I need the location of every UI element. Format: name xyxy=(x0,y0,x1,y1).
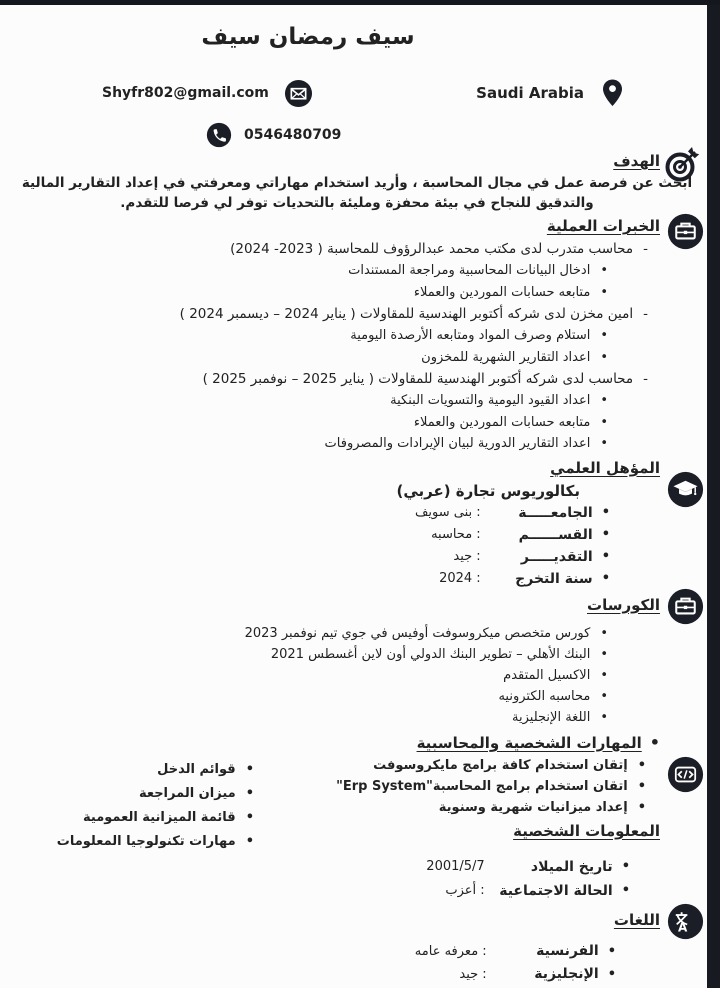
job-role: - محاسب متدرب لدى مكتب محمد عبدالرؤوف للمحاسبة ( 2023- 2024) xyxy=(14,238,648,260)
skills-title: المهارات الشخصية والمحاسبية xyxy=(416,733,642,752)
language-value: : جيد xyxy=(459,966,487,982)
section-languages xyxy=(14,909,706,986)
course-item: • اللغة الإنجليزية xyxy=(14,707,608,728)
code-icon xyxy=(667,756,704,793)
education-label: • الجامعـــــة xyxy=(518,504,593,521)
job-role: - محاسب لدى شركه أكتوبر الهندسية للمقاولات ( يناير 2025 – نوفمبر 2025 ) xyxy=(14,368,648,390)
section-objective xyxy=(14,150,706,213)
skill-item: • مهارات تكنولوجيا المعلومات xyxy=(4,830,254,854)
scan-top-edge xyxy=(0,0,720,5)
language-label: • الإنجليزية xyxy=(534,965,599,982)
skill-item: • اتقان استخدام برامج المحاسبة"Erp System" xyxy=(14,776,646,797)
education-value: : بنى سويف xyxy=(414,504,481,520)
course-item: • الاكسيل المتقدم xyxy=(14,665,608,686)
scan-right-edge xyxy=(707,0,720,988)
personal-label: • الحالة الاجتماعية xyxy=(499,882,613,899)
skill-item: • قائمة الميزانية العمومية xyxy=(4,806,254,830)
section-personal-info xyxy=(14,820,706,903)
candidate-name: سيف رمضان سيف xyxy=(201,24,415,50)
svg-text:A: A xyxy=(678,920,688,935)
language-row xyxy=(14,963,616,986)
skill-item: • ميزان المراجعة xyxy=(4,782,254,806)
education-value: : محاسبه xyxy=(431,526,481,542)
job-duty: • اعداد القيود اليومية والتسويات البنكية xyxy=(14,390,608,412)
education-label: • سنة التخرج xyxy=(515,570,593,587)
skill-item: • إعداد ميزانيات شهرية وسنوية xyxy=(14,797,646,818)
job-duty: • متابعه حسابات الموردين والعملاء xyxy=(14,412,608,434)
translate-icon xyxy=(667,903,704,940)
personal-info-title: المعلومات الشخصية xyxy=(513,821,660,840)
personal-label: • تاريخ الميلاد xyxy=(530,858,613,875)
education-title: المؤهل العلمي xyxy=(550,458,660,477)
languages-title: اللغات xyxy=(613,910,660,929)
job-duty: • اعداد التقارير الدورية لبيان الإيرادات والمصروفات xyxy=(14,433,608,455)
objective-text: أبحث عن فرصة عمل في مجال المحاسبة ، وأريد استخدام مهاراتي ومعرفتي في إعداد التقارير المالية والتدقيق للنجاح في بيئة محفزة ومليئة بالتحديات توفر لي فرصا للتقدم. xyxy=(21,175,693,211)
education-label: • التقديـــــر xyxy=(520,548,593,565)
phone-icon xyxy=(206,122,232,148)
location-pin-icon xyxy=(599,78,626,108)
location-text: Saudi Arabia xyxy=(476,84,584,102)
language-value: : معرفه عامه xyxy=(414,943,487,959)
education-value: : 2024 xyxy=(439,570,481,586)
education-value: : جيد xyxy=(453,548,481,564)
email-text: Shyfr802@gmail.com xyxy=(102,85,269,101)
education-row xyxy=(14,546,610,568)
course-item: • كورس متخصص ميكروسوفت أوفيس في جوي تيم نوفمبر 2023 xyxy=(14,623,608,644)
course-item: • البنك الأهلي – تطوير البنك الدولي أون لاين أغسطس 2021 xyxy=(14,644,608,665)
personal-row xyxy=(14,855,630,879)
course-item: • محاسبه الكترونيه xyxy=(14,686,608,707)
job-duty: • اعداد التقارير الشهرية للمخزون xyxy=(14,347,608,369)
experience-title: الخبرات العملية xyxy=(546,217,660,235)
courses-title: الكورسات xyxy=(587,595,660,614)
briefcase-icon xyxy=(667,213,704,250)
email-group xyxy=(102,79,313,108)
envelope-icon xyxy=(284,79,313,108)
objective-title: الهدف xyxy=(613,152,660,170)
job-duty: • استلام وصرف المواد ومتابعه الأرصدة اليومية xyxy=(14,325,608,347)
phone-number: 0546480709 xyxy=(244,127,342,143)
section-education xyxy=(14,457,706,590)
personal-value: 2001/5/7 xyxy=(426,858,485,874)
contact-row xyxy=(14,78,706,108)
language-label: • الفرنسية xyxy=(536,942,599,959)
language-row xyxy=(14,940,616,963)
phone-row xyxy=(14,122,706,148)
job-duty: • ادخال البيانات المحاسبية ومراجعة المستندات xyxy=(14,260,608,282)
job-duty: • متابعه حسابات الموردين والعملاء xyxy=(14,282,608,304)
section-courses xyxy=(14,594,706,728)
section-experience xyxy=(14,215,706,455)
graduation-cap-icon xyxy=(667,471,704,508)
education-row xyxy=(14,502,610,524)
personal-row xyxy=(14,879,630,903)
education-label: • القســــــم xyxy=(518,526,593,543)
job-role: - امين مخزن لدى شركه أكتوبر الهندسية للمقاولات ( يناير 2024 – ديسمبر 2024 ) xyxy=(14,303,648,325)
briefcase-icon xyxy=(667,588,704,625)
location-group xyxy=(476,78,626,108)
degree-title: بكالوريوس تجارة (عربي) xyxy=(396,481,580,500)
target-icon xyxy=(664,144,704,184)
skill-item: • قوائم الدخل xyxy=(4,758,254,782)
personal-value: : أعزب xyxy=(445,882,485,898)
skill-item: • إتقان استخدام كافة برامج مايكروسوفت xyxy=(14,755,646,776)
education-row xyxy=(14,524,610,546)
education-row xyxy=(14,568,610,590)
